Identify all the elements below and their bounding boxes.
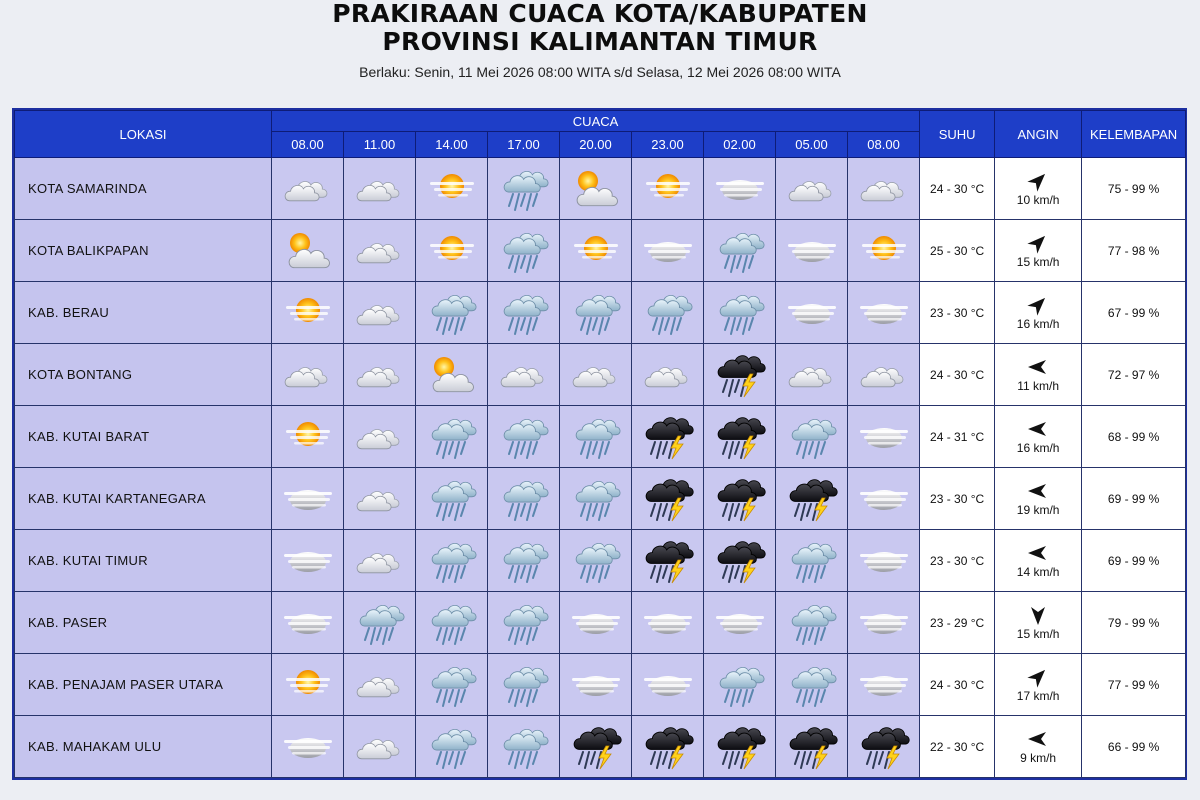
weather-cell [776, 158, 848, 220]
wind-cell [995, 406, 1082, 468]
wind-direction-arrow-icon [1027, 294, 1049, 316]
wind-speed: 11 km/h [1017, 379, 1059, 393]
wind-cell [995, 344, 1082, 406]
rain-icon [488, 536, 559, 586]
haze-icon [848, 288, 919, 338]
cloudy-icon [344, 536, 415, 586]
wind-info [995, 666, 1081, 703]
weather-cell [488, 716, 560, 778]
humidity-range: 69 - 99 % [1082, 468, 1186, 530]
location-name: KOTA BONTANG [15, 344, 272, 406]
sunny-haze-icon [272, 660, 343, 710]
weather-cell [632, 406, 704, 468]
weather-cell [848, 406, 920, 468]
weather-cell [632, 716, 704, 778]
header-lokasi: LOKASI [15, 111, 272, 158]
wind-direction-arrow-icon [1027, 728, 1049, 750]
wind-info [995, 170, 1081, 207]
thunderstorm-icon [704, 412, 775, 462]
temperature-range: 23 - 29 °C [920, 592, 995, 654]
haze-icon [848, 412, 919, 462]
weather-cell [848, 344, 920, 406]
weather-cell [776, 716, 848, 778]
header-time-5: 23.00 [632, 132, 704, 158]
rain-icon [632, 288, 703, 338]
header-time-2: 14.00 [416, 132, 488, 158]
wind-cell [995, 282, 1082, 344]
weather-cell [416, 592, 488, 654]
weather-cell [560, 220, 632, 282]
cloudy-icon [848, 350, 919, 400]
weather-cell [704, 406, 776, 468]
temperature-range: 22 - 30 °C [920, 716, 995, 778]
weather-cell [488, 158, 560, 220]
rain-icon [488, 598, 559, 648]
rain-icon [488, 660, 559, 710]
weather-cell [272, 220, 344, 282]
cloudy-icon [632, 350, 703, 400]
weather-cell [560, 344, 632, 406]
weather-cell [344, 344, 416, 406]
rain-icon [416, 412, 487, 462]
rain-icon [776, 536, 847, 586]
humidity-range: 72 - 97 % [1082, 344, 1186, 406]
weather-cell [776, 530, 848, 592]
wind-direction-arrow-icon [1027, 604, 1049, 626]
thunderstorm-icon [704, 474, 775, 524]
wind-speed: 16 km/h [1016, 441, 1060, 455]
wind-speed: 16 km/h [1016, 317, 1060, 331]
rain-icon [416, 660, 487, 710]
weather-cell [848, 282, 920, 344]
haze-icon [272, 598, 343, 648]
wind-speed: 10 km/h [1016, 193, 1060, 207]
wind-cell [995, 654, 1082, 716]
rain-icon [560, 412, 631, 462]
table-row [15, 716, 1186, 778]
wind-speed: 15 km/h [1016, 627, 1060, 641]
wind-cell [995, 468, 1082, 530]
page-header [0, 0, 1200, 80]
weather-cell [704, 158, 776, 220]
rain-icon [488, 412, 559, 462]
cloudy-icon [344, 474, 415, 524]
header-time-0: 08.00 [272, 132, 344, 158]
wind-direction-arrow-icon [1027, 666, 1049, 688]
weather-cell [560, 282, 632, 344]
humidity-range: 66 - 99 % [1082, 716, 1186, 778]
weather-cell [776, 282, 848, 344]
thunderstorm-icon [560, 722, 631, 772]
wind-speed: 14 km/h [1016, 565, 1060, 579]
weather-cell [776, 468, 848, 530]
rain-icon [776, 598, 847, 648]
wind-speed: 19 km/h [1016, 503, 1060, 517]
cloudy-icon [344, 412, 415, 462]
weather-cell [272, 592, 344, 654]
weather-cell [776, 406, 848, 468]
temperature-range: 23 - 30 °C [920, 468, 995, 530]
rain-icon [560, 536, 631, 586]
wind-info [995, 294, 1081, 331]
haze-icon [776, 226, 847, 276]
cloudy-icon [488, 350, 559, 400]
rain-icon [704, 660, 775, 710]
cloudy-icon [344, 288, 415, 338]
rain-icon [488, 288, 559, 338]
humidity-range: 68 - 99 % [1082, 406, 1186, 468]
haze-icon [632, 226, 703, 276]
weather-cell [704, 468, 776, 530]
wind-speed: 15 km/h [1016, 255, 1060, 269]
cloudy-icon [272, 350, 343, 400]
table-row [15, 592, 1186, 654]
temperature-range: 24 - 30 °C [920, 344, 995, 406]
haze-icon [848, 598, 919, 648]
weather-cell [632, 220, 704, 282]
location-name: KAB. KUTAI KARTANEGARA [15, 468, 272, 530]
temperature-range: 23 - 30 °C [920, 530, 995, 592]
haze-icon [272, 536, 343, 586]
wind-direction-arrow-icon [1027, 232, 1049, 254]
weather-cell [560, 716, 632, 778]
weather-cell [272, 716, 344, 778]
wind-info [995, 418, 1081, 455]
thunderstorm-icon [632, 536, 703, 586]
wind-cell [995, 530, 1082, 592]
rain-icon [488, 722, 559, 772]
thunderstorm-icon [632, 412, 703, 462]
haze-icon [632, 660, 703, 710]
location-name: KAB. PASER [15, 592, 272, 654]
thunderstorm-icon [776, 722, 847, 772]
haze-icon [704, 598, 775, 648]
wind-info [995, 728, 1081, 765]
wind-direction-arrow-icon [1027, 356, 1049, 378]
haze-icon [632, 598, 703, 648]
weather-cell [488, 344, 560, 406]
weather-cell [344, 282, 416, 344]
weather-cell [488, 592, 560, 654]
forecast-table [14, 110, 1186, 778]
sunny-haze-icon [272, 288, 343, 338]
haze-icon [560, 598, 631, 648]
weather-cell [848, 592, 920, 654]
temperature-range: 24 - 30 °C [920, 654, 995, 716]
wind-info [995, 604, 1081, 641]
wind-info [995, 542, 1081, 579]
table-row [15, 468, 1186, 530]
thunderstorm-icon [704, 350, 775, 400]
thunderstorm-icon [632, 722, 703, 772]
location-name: KAB. KUTAI TIMUR [15, 530, 272, 592]
partly-cloudy-icon [560, 164, 631, 214]
table-row [15, 654, 1186, 716]
rain-icon [776, 660, 847, 710]
weather-cell [272, 530, 344, 592]
wind-direction-arrow-icon [1027, 418, 1049, 440]
wind-cell [995, 220, 1082, 282]
partly-cloudy-icon [416, 350, 487, 400]
header-time-8: 08.00 [848, 132, 920, 158]
table-row [15, 158, 1186, 220]
temperature-range: 24 - 30 °C [920, 158, 995, 220]
header-cuaca: CUACA [272, 111, 920, 132]
humidity-range: 75 - 99 % [1082, 158, 1186, 220]
header-angin: ANGIN [995, 111, 1082, 158]
weather-cell [776, 344, 848, 406]
weather-cell [632, 530, 704, 592]
weather-cell [488, 406, 560, 468]
wind-info [995, 480, 1081, 517]
humidity-range: 79 - 99 % [1082, 592, 1186, 654]
weather-cell [632, 282, 704, 344]
weather-cell [632, 592, 704, 654]
location-name: KAB. BERAU [15, 282, 272, 344]
weather-cell [704, 344, 776, 406]
wind-info [995, 232, 1081, 269]
weather-cell [848, 220, 920, 282]
sunny-haze-icon [416, 226, 487, 276]
weather-cell [416, 654, 488, 716]
weather-cell [416, 468, 488, 530]
haze-icon [272, 722, 343, 772]
header-time-4: 20.00 [560, 132, 632, 158]
weather-cell [416, 282, 488, 344]
header-time-3: 17.00 [488, 132, 560, 158]
weather-cell [344, 716, 416, 778]
wind-info [995, 356, 1081, 393]
weather-cell [560, 406, 632, 468]
cloudy-icon [776, 164, 847, 214]
humidity-range: 77 - 99 % [1082, 654, 1186, 716]
weather-cell [704, 592, 776, 654]
haze-icon [848, 536, 919, 586]
header-suhu: SUHU [920, 111, 995, 158]
weather-cell [848, 530, 920, 592]
wind-direction-arrow-icon [1027, 480, 1049, 502]
weather-cell [848, 716, 920, 778]
weather-cell [272, 344, 344, 406]
weather-cell [560, 158, 632, 220]
weather-cell [848, 158, 920, 220]
wind-cell [995, 158, 1082, 220]
weather-cell [704, 220, 776, 282]
header-kelembapan: KELEMBAPAN [1082, 111, 1186, 158]
rain-icon [344, 598, 415, 648]
location-name: KOTA BALIKPAPAN [15, 220, 272, 282]
weather-cell [560, 654, 632, 716]
humidity-range: 69 - 99 % [1082, 530, 1186, 592]
weather-cell [272, 468, 344, 530]
rain-icon [416, 288, 487, 338]
cloudy-icon [776, 350, 847, 400]
weather-cell [704, 654, 776, 716]
partly-cloudy-icon [272, 226, 343, 276]
table-row [15, 406, 1186, 468]
weather-cell [704, 530, 776, 592]
rain-icon [416, 474, 487, 524]
weather-cell [344, 654, 416, 716]
location-name: KAB. PENAJAM PASER UTARA [15, 654, 272, 716]
thunderstorm-icon [776, 474, 847, 524]
thunderstorm-icon [848, 722, 919, 772]
rain-icon [416, 722, 487, 772]
cloudy-icon [344, 226, 415, 276]
weather-cell [416, 344, 488, 406]
cloudy-icon [272, 164, 343, 214]
cloudy-icon [344, 660, 415, 710]
weather-cell [344, 158, 416, 220]
weather-cell [344, 220, 416, 282]
wind-speed: 17 km/h [1016, 689, 1060, 703]
validity-period: Berlaku: Senin, 11 Mei 2026 08:00 WITA s/d Selasa, 12 Mei 2026 08:00 WITA [359, 64, 841, 80]
weather-cell [704, 716, 776, 778]
weather-cell [272, 158, 344, 220]
weather-cell [776, 654, 848, 716]
weather-cell [632, 468, 704, 530]
weather-cell [488, 468, 560, 530]
weather-cell [848, 468, 920, 530]
cloudy-icon [344, 350, 415, 400]
rain-icon [488, 226, 559, 276]
page-title: PRAKIRAAN CUACA KOTA/KABUPATEN [332, 0, 868, 28]
table-row [15, 220, 1186, 282]
rain-icon [416, 598, 487, 648]
weather-cell [704, 282, 776, 344]
rain-icon [560, 288, 631, 338]
cloudy-icon [344, 164, 415, 214]
sunny-haze-icon [632, 164, 703, 214]
sunny-haze-icon [272, 412, 343, 462]
haze-icon [272, 474, 343, 524]
weather-cell [272, 282, 344, 344]
wind-direction-arrow-icon [1027, 542, 1049, 564]
weather-cell [272, 406, 344, 468]
weather-cell [560, 530, 632, 592]
weather-cell [344, 592, 416, 654]
wind-direction-arrow-icon [1027, 170, 1049, 192]
header-time-6: 02.00 [704, 132, 776, 158]
table-row [15, 344, 1186, 406]
haze-icon [704, 164, 775, 214]
header-time-1: 11.00 [344, 132, 416, 158]
cloudy-icon [848, 164, 919, 214]
rain-icon [776, 412, 847, 462]
temperature-range: 24 - 31 °C [920, 406, 995, 468]
page-subtitle: PROVINSI KALIMANTAN TIMUR [382, 27, 818, 56]
weather-cell [848, 654, 920, 716]
weather-cell [776, 592, 848, 654]
thunderstorm-icon [704, 722, 775, 772]
weather-cell [488, 282, 560, 344]
weather-cell [416, 530, 488, 592]
rain-icon [704, 226, 775, 276]
haze-icon [848, 474, 919, 524]
weather-cell [560, 468, 632, 530]
weather-cell [776, 220, 848, 282]
weather-cell [272, 654, 344, 716]
wind-cell [995, 592, 1082, 654]
haze-icon [848, 660, 919, 710]
temperature-range: 25 - 30 °C [920, 220, 995, 282]
sunny-haze-icon [560, 226, 631, 276]
weather-cell [560, 592, 632, 654]
weather-cell [416, 716, 488, 778]
weather-cell [416, 158, 488, 220]
thunderstorm-icon [704, 536, 775, 586]
humidity-range: 67 - 99 % [1082, 282, 1186, 344]
weather-cell [344, 468, 416, 530]
sunny-haze-icon [848, 226, 919, 276]
weather-cell [344, 530, 416, 592]
weather-cell [416, 220, 488, 282]
haze-icon [776, 288, 847, 338]
cloudy-icon [344, 722, 415, 772]
wind-speed: 9 km/h [1020, 751, 1057, 765]
weather-cell [632, 654, 704, 716]
table-row [15, 530, 1186, 592]
location-name: KOTA SAMARINDA [15, 158, 272, 220]
weather-cell [344, 406, 416, 468]
weather-cell [632, 344, 704, 406]
location-name: KAB. KUTAI BARAT [15, 406, 272, 468]
humidity-range: 77 - 98 % [1082, 220, 1186, 282]
weather-cell [416, 406, 488, 468]
sunny-haze-icon [416, 164, 487, 214]
rain-icon [488, 164, 559, 214]
weather-cell [632, 158, 704, 220]
wind-cell [995, 716, 1082, 778]
rain-icon [488, 474, 559, 524]
weather-cell [488, 654, 560, 716]
weather-cell [488, 220, 560, 282]
header-time-7: 05.00 [776, 132, 848, 158]
location-name: KAB. MAHAKAM ULU [15, 716, 272, 778]
table-row [15, 282, 1186, 344]
weather-cell [488, 530, 560, 592]
rain-icon [560, 474, 631, 524]
cloudy-icon [560, 350, 631, 400]
rain-icon [416, 536, 487, 586]
thunderstorm-icon [632, 474, 703, 524]
temperature-range: 23 - 30 °C [920, 282, 995, 344]
forecast-table-container [12, 108, 1187, 780]
haze-icon [560, 660, 631, 710]
rain-icon [704, 288, 775, 338]
